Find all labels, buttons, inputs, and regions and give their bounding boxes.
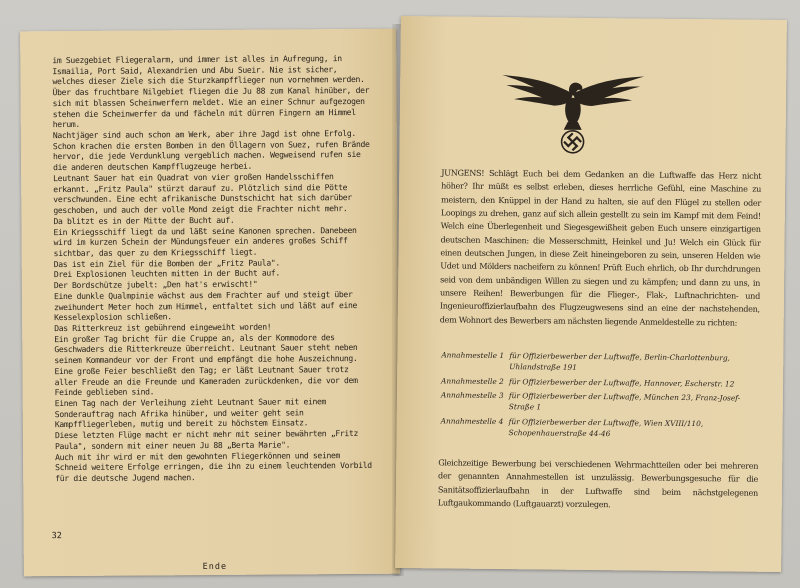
recruitment-text: JUNGENS! Schlägt Euch bei dem Gedanken an die Luftwaffe das Herz nicht höher? Ihr müßt es selbst erleben, dieses herrliche Gefühl, eine Maschine zu meistern, den Knüppel in der Hand zu halten, sie auf den Flügel zu stellen oder Loopings zu drehen, ganz auf sich allein gestellt zu sein im Kampf mit dem Feind! Welch eine Überlegenheit und Siegesgewißheit geben Euch unsere einzigartigen deutschen Maschinen: die Messerschmitt, Heinkel und Ju! Welch ein Glück für einen deutschen Jungen, in diese Zeit hineingeboren zu sein, unseren Helden wie Udet und Mölders nacheifern zu können! Prüft Euch ehrlich, ob Ihr durchdrungen seid von dem unbändigen Willen zu siegen und zu kämpfen; und dann zu uns, in unsere Reihen! Bewerbungen für die Flieger-, Flak-, Luftnachrichten- und Ingenieuroffizierlaufbahn des Flugzeugwesens sind an eine der nachstehenden, dem Wohnort des Bewerbers am nächsten liegende Anmeldestelle zu richten: [439,167,762,328]
address-text: für Offizierbewerber der Luftwaffe, Berlin-Charlottenburg, Uhlandstraße 191 [509,351,730,372]
paragraph: Das ist ein Ziel für die Bomben der „Fritz Paula". [53,257,280,269]
paragraph: im Suezgebiet Fliegeralarm, und immer ist alles in Aufregung, in Ismailia, Port Said, Alexandrien und Abu Sueir. Nie ist sicher, welches dieser Ziele sich die Sturzkampfflieger nun vornehmen werden. [52,53,365,87]
list-item [440,416,760,441]
paragraph: Das Ritterkreuz ist gebührend eingeweiht worden! [54,321,272,334]
paragraph: Eine große Feier beschließt den Tag; er läßt Leutnant Sauer trotz aller Freude an die Freunde und Kameraden zurückdenken, die vor dem Feinde geblieben sind. [54,363,358,398]
paragraph: Nachtjäger sind auch schon am Werk, aber ihre Jagd ist ohne Erfolg. Schon krachen die ersten Bomben in den Öllagern von Suez, rufen Brände hervor, die jede Verdunklung vergeblich machen. Wegweisend rufen sie die anderen deutschen Kampfflugzeuge herbei. [52,128,370,173]
address-text: für Offizierbewerber der Luftwaffe, Hannover, Escherstr. 12 [509,376,735,389]
left-page [20,29,400,577]
list-item [441,376,761,390]
paragraph: Eine dunkle Qualmpinie wächst aus dem Frachter auf und steigt über zweihundert Meter hoch zum Himmel, entfaltet sich und läßt auf eine Kesselexplosion schließen. [53,288,358,323]
paragraph: Leutnant Sauer hat ein Quadrat von vier großen Handelsschiffen erkannt. „Fritz Paula" stürzt darauf zu. Plötzlich sind die Pötte verschwunden. Eine echt afrikanische Dunstschicht hat sich darüber geschoben, und auch der volle Mond zeigt die Frachter nicht mehr. [53,171,352,216]
address-label: Annahmestelle 1 [441,350,505,361]
paragraph: Da blitzt es in der Mitte der Bucht auf. [53,214,235,226]
paragraph: Über das fruchtbare Nilgebiet fliegen die Ju 88 zum Kanal hinüber, der sich mit blassen Scheinwerfern meldet. Wie an einer Schnur aufgezogen stehen die Scheinwerfer da und fächeln mit dürren Fingern am Himmel herum. [52,85,370,130]
right-page [395,16,787,572]
paragraph: Ein Kriegsschiff liegt da und läßt seine Kanonen sprechen. Danebeen wird im kurzen Schein der Mündungsfeuer ein anderes großes Schiff sichtbar, das quer zu dem Kriegsschiff liegt. [53,224,357,259]
list-item [441,350,761,375]
address-text: für Offizierbewerber der Luftwaffe, München 23, Franz-Josef-Straße 1 [508,391,741,412]
list-item [441,391,761,416]
address-label: Annahmestelle 2 [441,376,504,386]
address-label: Annahmestelle 4 [440,416,504,427]
end-marker: Ende [202,561,228,573]
footer-text: Gleichzeitige Bewerbung bei verschiedenen Wehrmachtteilen oder bei mehreren der genannten Annahmestellen ist unzulässig. Bewerbungsgesuche für die Sanitätsoffizierlaufbahn in der Luftwaffe sind beim nächstgelegenen Luftgaukommando (Luftgauarzt) vorzulegen. [437,457,759,510]
paragraph: Diese letzten Flüge macht er nicht mehr mit seiner bewährten „Fritz Paula", sondern mit einer neuen Ju 88 „Berta Marie". [54,428,358,451]
address-text: für Offizierbewerber der Luftwaffe, Wien XVIII/110, Schopenhauerstraße 44-46 [508,417,704,438]
paragraph: Auch mit ihr wird er mit dem gewohnten Fliegerkönnen und seinem Schneid weitere Erfolge erringen, die ihn zu einem leuchtenden Vorbild für die deutsche Jugend machen. [55,449,372,484]
luftwaffe-eagle-icon [497,63,648,157]
paragraph: Ein großer Tag bricht für die Cruppe an, als der Kommodore des Geschwaders die Ritterkreuze überreicht. Leutnant Sauer steht neben seinem Kommandeur vor der Front und empfängt die hohe Auszeichnung. [54,331,358,366]
address-label: Annahmestelle 3 [440,390,504,401]
page-number: 32 [51,531,62,542]
paragraph: Drei Explosionen leuchten mitten in der Bucht auf. [53,267,280,280]
address-list [440,350,761,445]
paragraph: Der Bordschütze jubelt: „Den hat's erwischt!" [53,278,258,291]
paragraph: Einen Tag nach der Verleihung zieht Leutnant Sauer mit einem Sonderauftrag nach Afrika hinüber, und weiter geht sein Kampffliegerleben, mutig und bereit zu höchstem Einsatz. [54,396,327,430]
